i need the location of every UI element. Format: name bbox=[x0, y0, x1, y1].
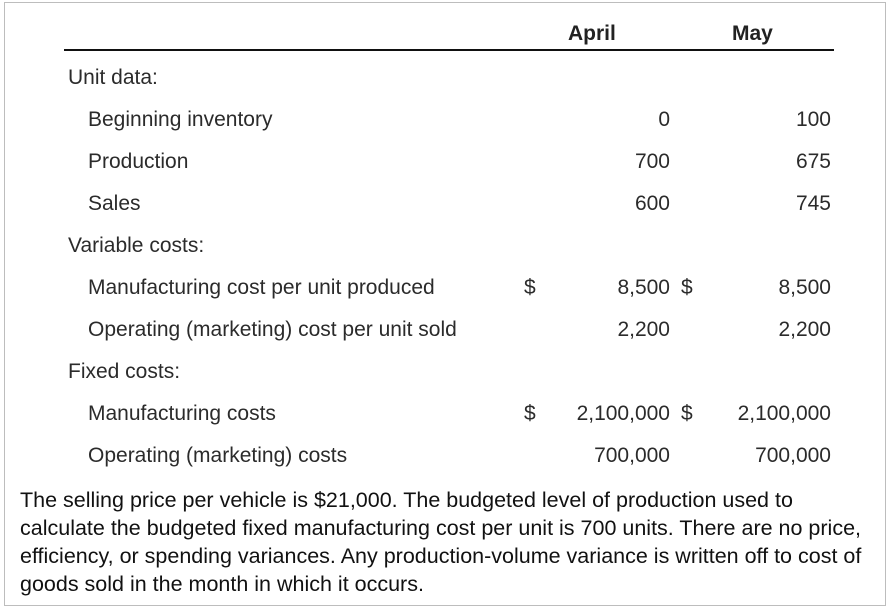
cell-april-production: 700 bbox=[634, 150, 670, 173]
dollar-sign-april-mfg-cost: $ bbox=[524, 276, 536, 299]
cell-may-operating-cost-per-unit: 2,200 bbox=[778, 318, 831, 341]
dollar-sign-april-fixed-mfg: $ bbox=[524, 402, 536, 425]
row-label-sales: Sales bbox=[88, 192, 141, 215]
row-label-fixed-operating-costs: Operating (marketing) costs bbox=[88, 444, 348, 467]
cell-may-beginning-inventory: 100 bbox=[795, 108, 831, 131]
row-label-operating-cost-per-unit: Operating (marketing) cost per unit sold bbox=[88, 318, 457, 341]
dollar-sign-may-fixed-mfg: $ bbox=[681, 402, 693, 425]
column-header-may: May bbox=[732, 22, 773, 45]
column-header-april: April bbox=[568, 22, 616, 45]
cell-may-fixed-mfg-costs: 2,100,000 bbox=[737, 402, 831, 425]
section-header-unit-data: Unit data: bbox=[68, 66, 158, 89]
cell-april-beginning-inventory: 0 bbox=[658, 108, 670, 131]
cell-april-fixed-operating-costs: 700,000 bbox=[594, 444, 670, 467]
row-label-beginning-inventory: Beginning inventory bbox=[88, 108, 273, 131]
cell-may-sales: 745 bbox=[795, 192, 831, 215]
cell-may-production: 675 bbox=[795, 150, 831, 173]
dollar-sign-may-mfg-cost: $ bbox=[681, 276, 693, 299]
cell-april-fixed-mfg-costs: 2,100,000 bbox=[576, 402, 670, 425]
cell-may-fixed-operating-costs: 700,000 bbox=[755, 444, 831, 467]
section-header-variable-costs: Variable costs: bbox=[68, 234, 205, 257]
row-label-fixed-mfg-costs: Manufacturing costs bbox=[88, 402, 276, 425]
section-header-fixed-costs: Fixed costs: bbox=[68, 360, 181, 383]
row-label-production: Production bbox=[88, 150, 189, 173]
row-label-mfg-cost-per-unit: Manufacturing cost per unit produced bbox=[88, 276, 435, 299]
header-rule bbox=[64, 49, 834, 51]
cell-april-mfg-cost-per-unit: 8,500 bbox=[617, 276, 670, 299]
cell-april-sales: 600 bbox=[634, 192, 670, 215]
cell-april-operating-cost-per-unit: 2,200 bbox=[617, 318, 670, 341]
problem-description-paragraph: The selling price per vehicle is $21,000. The budgeted level of production used to calculate the budgeted fixed manufacturing cost per unit is 700 units. There are no price, efficiency, or spending variances. Any production-volume variance is written off to cost of goods sold in the month in which it occurs. bbox=[20, 488, 862, 596]
cell-may-mfg-cost-per-unit: 8,500 bbox=[778, 276, 831, 299]
